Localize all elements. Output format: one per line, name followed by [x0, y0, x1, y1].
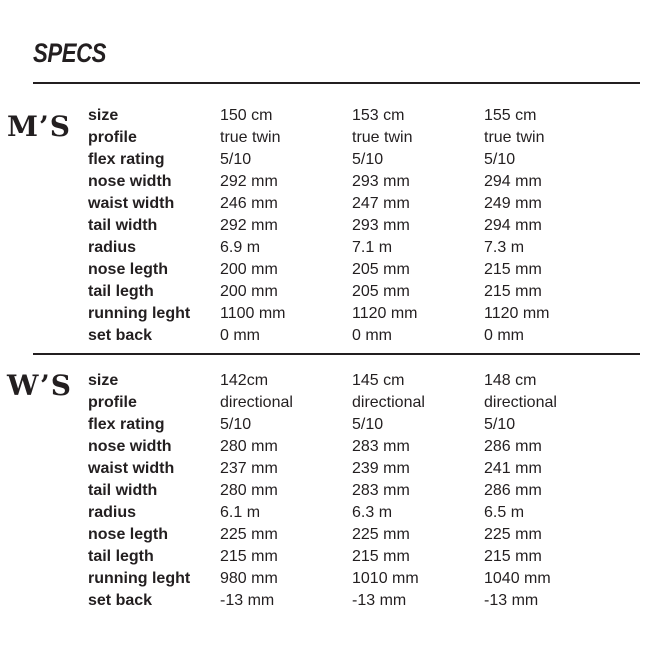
spec-value: 5/10: [352, 416, 384, 433]
spec-value: 5/10: [484, 416, 516, 433]
spec-row: [88, 392, 616, 414]
spec-value: 1100 mm: [220, 305, 286, 322]
spec-value: 292 mm: [220, 173, 278, 190]
spec-name: size: [88, 107, 119, 124]
spec-value: 286 mm: [484, 438, 542, 455]
spec-value: 237 mm: [220, 460, 278, 477]
spec-value: 1120 mm: [484, 305, 550, 322]
spec-name: tail width: [88, 217, 158, 234]
spec-value: 153 cm: [352, 107, 405, 124]
spec-value: directional: [220, 394, 293, 411]
spec-name: set back: [88, 327, 153, 344]
spec-value: 5/10: [484, 151, 516, 168]
spec-value: 6.5 m: [484, 504, 525, 521]
spec-value: 249 mm: [484, 195, 542, 212]
spec-value: 205 mm: [352, 283, 410, 300]
spec-value: 215 mm: [484, 283, 542, 300]
spec-row: [88, 281, 616, 303]
spec-value: 293 mm: [352, 217, 410, 234]
spec-name: radius: [88, 239, 137, 256]
spec-value: 200 mm: [220, 283, 278, 300]
spec-value: 286 mm: [484, 482, 542, 499]
spec-name: flex rating: [88, 151, 165, 168]
womens-spec-table: [88, 370, 616, 612]
spec-row: [88, 325, 616, 347]
spec-value: 7.3 m: [484, 239, 525, 256]
spec-value: 294 mm: [484, 217, 542, 234]
spec-name: tail legth: [88, 283, 154, 300]
spec-name: running leght: [88, 305, 191, 322]
spec-value: -13 mm: [220, 592, 275, 609]
spec-value: -13 mm: [484, 592, 539, 609]
spec-value: 6.1 m: [220, 504, 261, 521]
spec-row: [88, 370, 616, 392]
spec-name: waist width: [88, 460, 175, 477]
spec-name: profile: [88, 394, 137, 411]
spec-value: 283 mm: [352, 438, 410, 455]
spec-name: running leght: [88, 570, 191, 587]
spec-value: 225 mm: [352, 526, 410, 543]
spec-name: nose legth: [88, 261, 169, 278]
spec-name: set back: [88, 592, 153, 609]
spec-row: [88, 524, 616, 546]
spec-value: 280 mm: [220, 438, 278, 455]
mens-section-label: M’S: [7, 110, 71, 143]
spec-row: [88, 414, 616, 436]
spec-value: 246 mm: [220, 195, 278, 212]
spec-name: nose width: [88, 438, 172, 455]
spec-value: 294 mm: [484, 173, 542, 190]
spec-value: 5/10: [220, 416, 252, 433]
spec-name: nose legth: [88, 526, 169, 543]
spec-row: [88, 436, 616, 458]
spec-value: 150 cm: [220, 107, 273, 124]
spec-value: 0 mm: [352, 327, 392, 344]
spec-row: [88, 171, 616, 193]
spec-name: tail width: [88, 482, 158, 499]
spec-value: 6.3 m: [352, 504, 393, 521]
spec-row: [88, 259, 616, 281]
spec-value: -13 mm: [352, 592, 407, 609]
spec-value: 247 mm: [352, 195, 410, 212]
spec-value: 241 mm: [484, 460, 542, 477]
spec-value: 7.1 m: [352, 239, 393, 256]
top-divider: [33, 82, 640, 84]
spec-name: nose width: [88, 173, 172, 190]
spec-row: [88, 568, 616, 590]
spec-value: 200 mm: [220, 261, 278, 278]
spec-value: 5/10: [220, 151, 252, 168]
spec-value: 0 mm: [220, 327, 260, 344]
spec-row: [88, 127, 616, 149]
spec-row: [88, 303, 616, 325]
spec-name: waist width: [88, 195, 175, 212]
spec-row: [88, 502, 616, 524]
spec-value: 5/10: [352, 151, 384, 168]
spec-value: 292 mm: [220, 217, 278, 234]
spec-value: true twin: [220, 129, 281, 146]
spec-value: 148 cm: [484, 372, 537, 389]
spec-row: [88, 193, 616, 215]
spec-name: flex rating: [88, 416, 165, 433]
spec-value: 215 mm: [484, 261, 542, 278]
spec-value: true twin: [352, 129, 413, 146]
spec-name: profile: [88, 129, 137, 146]
spec-value: 155 cm: [484, 107, 537, 124]
spec-value: 215 mm: [220, 548, 278, 565]
spec-name: radius: [88, 504, 137, 521]
spec-value: 215 mm: [484, 548, 542, 565]
spec-value: 0 mm: [484, 327, 524, 344]
spec-row: [88, 480, 616, 502]
spec-value: 6.9 m: [220, 239, 261, 256]
spec-value: 225 mm: [484, 526, 542, 543]
spec-row: [88, 215, 616, 237]
mens-spec-table: [88, 105, 616, 347]
spec-value: directional: [484, 394, 557, 411]
spec-value: 1040 mm: [484, 570, 551, 587]
spec-value: 145 cm: [352, 372, 405, 389]
spec-value: 239 mm: [352, 460, 410, 477]
spec-name: size: [88, 372, 119, 389]
spec-value: true twin: [484, 129, 545, 146]
spec-value: 283 mm: [352, 482, 410, 499]
spec-value: 293 mm: [352, 173, 410, 190]
spec-value: 1010 mm: [352, 570, 419, 587]
spec-value: 205 mm: [352, 261, 410, 278]
spec-value: 142cm: [220, 372, 269, 389]
spec-row: [88, 105, 616, 127]
spec-value: 1120 mm: [352, 305, 418, 322]
spec-name: tail legth: [88, 548, 154, 565]
spec-value: 280 mm: [220, 482, 278, 499]
spec-value: directional: [352, 394, 425, 411]
womens-section-label: W’S: [7, 369, 72, 402]
page-title: SPECS: [33, 38, 107, 68]
spec-row: [88, 237, 616, 259]
spec-row: [88, 546, 616, 568]
section-divider: [33, 353, 640, 355]
spec-row: [88, 149, 616, 171]
spec-row: [88, 590, 616, 612]
spec-value: 225 mm: [220, 526, 278, 543]
spec-row: [88, 458, 616, 480]
spec-value: 980 mm: [220, 570, 278, 587]
spec-value: 215 mm: [352, 548, 410, 565]
